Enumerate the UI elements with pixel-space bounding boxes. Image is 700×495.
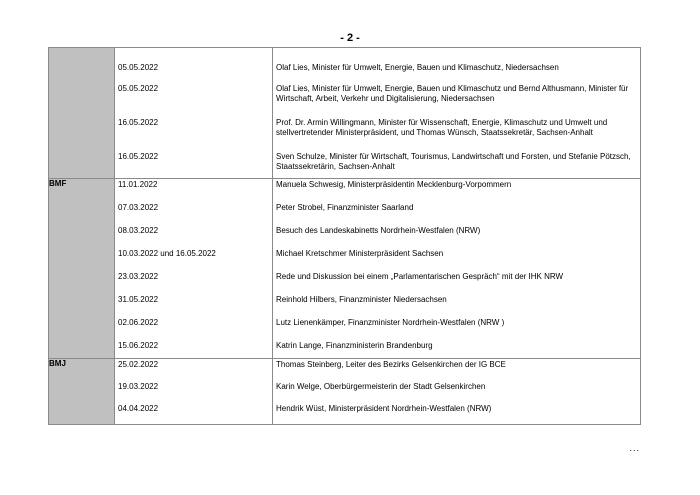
meeting-description: Manuela Schwesig, Ministerpräsidentin Mecklenburg-Vorpommern <box>276 180 512 189</box>
dates-cell <box>115 48 273 179</box>
table-row <box>49 359 641 425</box>
meeting-date: 07.03.2022 <box>118 203 159 212</box>
department-cell <box>49 48 115 179</box>
meeting-date: 19.03.2022 <box>118 382 159 391</box>
table-row <box>49 48 641 179</box>
meeting-description: Rede und Diskussion bei einem „Parlamentarischen Gespräch“ mit der IHK NRW <box>276 272 564 281</box>
department-cell: BMJ <box>49 359 115 425</box>
meeting-description: Karin Welge, Oberbürgermeisterin der Stadt Gelsenkirchen <box>276 382 486 391</box>
meeting-date: 05.05.2022 <box>118 63 159 72</box>
meeting-date: 16.05.2022 <box>118 118 159 127</box>
meeting-date: 31.05.2022 <box>118 295 159 304</box>
dates-cell <box>115 359 273 425</box>
descriptions-cell <box>273 179 641 359</box>
meeting-description: Hendrik Wüst, Ministerpräsident Nordrhein-Westfalen (NRW) <box>276 404 492 413</box>
dates-cell <box>115 179 273 359</box>
meeting-date: 25.02.2022 <box>118 360 159 369</box>
meeting-description: Lutz Lienenkämper, Finanzminister Nordrhein-Westfalen (NRW ) <box>276 318 505 327</box>
department-cell: BMF <box>49 179 115 359</box>
meeting-description: Olaf Lies, Minister für Umwelt, Energie, Bauen und Klimaschutz, Niedersachsen <box>276 63 559 72</box>
page-number: - 2 - <box>340 32 360 44</box>
meeting-description: Besuch des Landeskabinetts Nordrhein-Westfalen (NRW) <box>276 226 481 235</box>
meeting-date: 04.04.2022 <box>118 404 159 413</box>
meeting-description: Michael Kretschmer Ministerpräsident Sachsen <box>276 249 444 258</box>
descriptions-cell <box>273 359 641 425</box>
continuation-marker: ... <box>629 443 640 453</box>
meeting-date: 02.06.2022 <box>118 318 159 327</box>
meeting-description: Sven Schulze, Minister für Wirtschaft, Tourismus, Landwirtschaft und Forsten, und Stefanie Pötzsch, Staatssekretärin, Sachsen-Anhalt <box>276 152 631 171</box>
descriptions-cell <box>273 48 641 179</box>
meeting-description: Katrin Lange, Finanzministerin Brandenburg <box>276 341 433 350</box>
meeting-date: 15.06.2022 <box>118 341 159 350</box>
meeting-date: 11.01.2022 <box>118 180 158 189</box>
meeting-date: 23.03.2022 <box>118 272 159 281</box>
meeting-date: 16.05.2022 <box>118 152 159 161</box>
meetings-table <box>48 47 641 425</box>
meeting-description: Peter Strobel, Finanzminister Saarland <box>276 203 414 212</box>
meeting-description: Thomas Steinberg, Leiter des Bezirks Gelsenkirchen der IG BCE <box>276 360 506 369</box>
table-row <box>49 179 641 359</box>
meeting-date: 08.03.2022 <box>118 226 159 235</box>
meeting-description: Olaf Lies, Minister für Umwelt, Energie, Bauen und Klimaschutz und Bernd Althusmann, Minister für Wirtschaft, Arbeit, Verkehr und Digitalisierung, Niedersachsen <box>276 84 629 103</box>
meeting-description: Reinhold Hilbers, Finanzminister Niedersachsen <box>276 295 447 304</box>
meeting-date: 10.03.2022 und 16.05.2022 <box>118 249 216 258</box>
meeting-date: 05.05.2022 <box>118 84 159 93</box>
meeting-description: Prof. Dr. Armin Willingmann, Minister für Wissenschaft, Energie, Klimaschutz und Umwelt und stellvertretender Ministerpräsident, und Thomas Wünsch, Staatssekretär, Sachsen-Anhalt <box>276 118 608 137</box>
